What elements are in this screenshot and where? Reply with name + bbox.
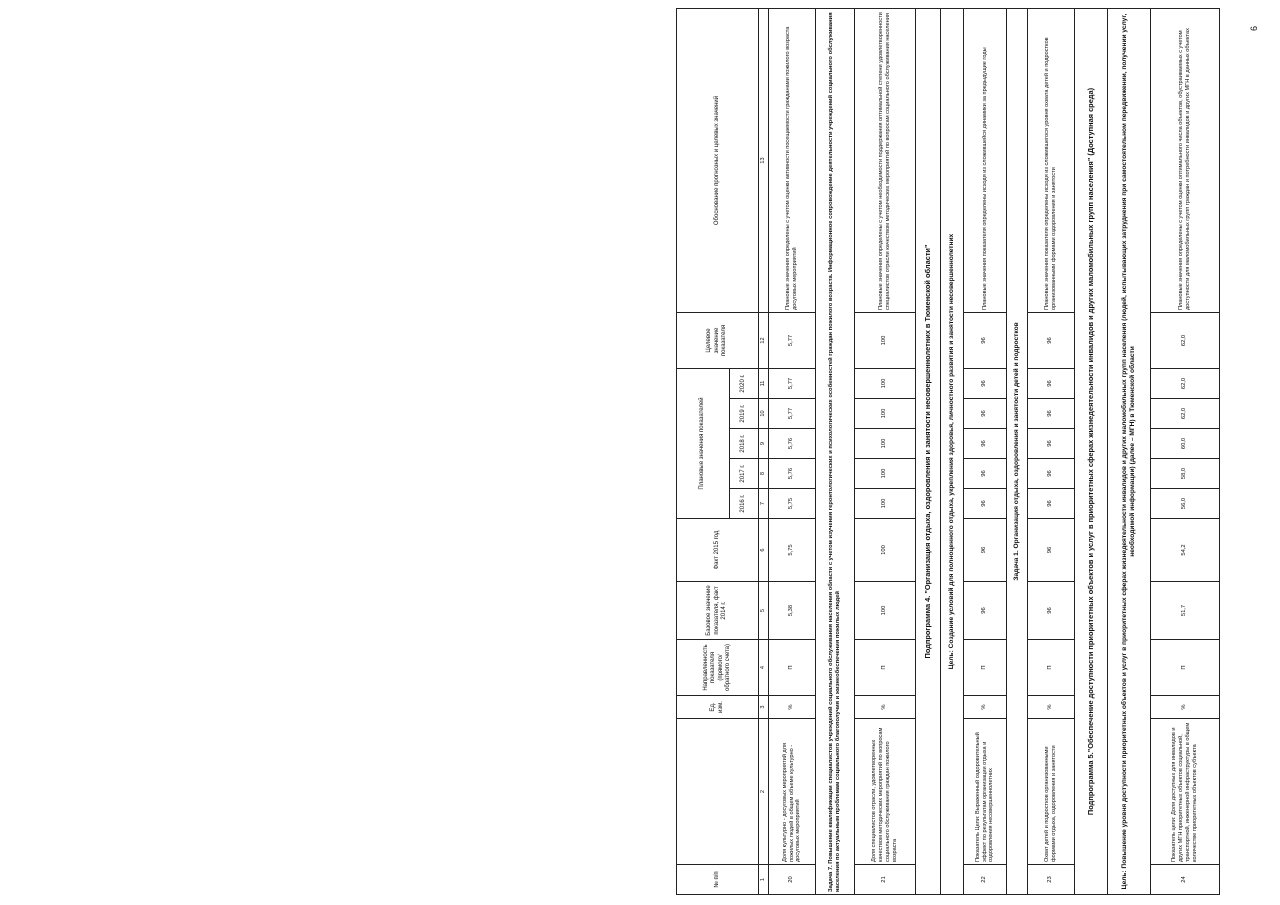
justification-note: Плановые значения показателя определены исходя из сложившейся динамики за предыдущие годы	[964, 8, 1007, 312]
indicator-name: Охват детей и подростков организованными формами отдыха, оздоровления и занятости	[1028, 719, 1075, 865]
fact-value: 96	[964, 519, 1007, 582]
base-value: 51,7	[1151, 582, 1220, 640]
base-value: 100	[855, 582, 916, 640]
base-value: 5,38	[769, 582, 816, 640]
column-number-row	[759, 8, 769, 894]
column-number: 6	[759, 519, 769, 582]
column-number: 9	[759, 429, 769, 459]
table-row	[1151, 8, 1220, 894]
indicator-name: Показатель Цели: Выраженный оздоровительный эффект по результатам организации отдыха и оздоровления несовершеннолетних	[964, 719, 1007, 865]
direction-cell: П	[769, 640, 816, 696]
header-base: Базовое значение показателя, факт 2014 г.	[677, 582, 759, 640]
plan-value: 60,0	[1151, 429, 1220, 459]
column-number: 2	[759, 719, 769, 865]
header-year: 2019 г.	[730, 399, 759, 429]
plan-value: 5,76	[769, 459, 816, 489]
target-value: 96	[1028, 312, 1075, 368]
section-row	[1075, 8, 1108, 894]
fact-value: 5,75	[769, 519, 816, 582]
section-row	[1007, 8, 1028, 894]
direction-cell: П	[855, 640, 916, 696]
justification-note: Плановые значения определены с учетом оценки активности посещаемости гражданами пожилого возраста досуговых мероприятий	[769, 8, 816, 312]
direction-cell: П	[964, 640, 1007, 696]
plan-value: 96	[964, 429, 1007, 459]
table-row	[855, 8, 916, 894]
section-row	[941, 8, 964, 894]
plan-value: 100	[855, 368, 916, 398]
justification-note: Плановые значения определены с учетом оценки оптимального числа объектов, обустраиваемых с учетом доступности для маломобильных групп граждан и потребности инвалидов и других МГН в данных объектах	[1151, 8, 1220, 312]
header-direction: Направленность показателя (прямого/обратного счета)	[677, 640, 759, 696]
header-target: Целевое значение показателя	[677, 312, 759, 368]
plan-value: 96	[964, 368, 1007, 398]
target-value: 5,77	[769, 312, 816, 368]
header-year: 2016 г.	[730, 489, 759, 519]
plan-value: 96	[1028, 399, 1075, 429]
page-number: 6	[1249, 25, 1259, 31]
table-row	[964, 8, 1007, 894]
base-value: 96	[1028, 582, 1075, 640]
subprogram-5-title: Подпрограмма 5."Обеспечение доступности приоритетных объектов и услуг в приоритетных сферах жизнедеятельности инвалидов и других маломобильных групп населения" (Доступная среда)	[1075, 8, 1108, 894]
unit-cell: %	[1028, 696, 1075, 719]
unit-cell: %	[1151, 696, 1220, 719]
row-number: 21	[855, 865, 916, 895]
column-number: 10	[759, 399, 769, 429]
goal-5: Цель: Повышение уровня доступности приоритетных объектов и услуг в приоритетных сферах жизнедеятельности инвалидов и других маломобильных групп населения (людей, испытывающих затруднения при самостоятельном передвижении, получении услуг, необходимой информации) (далее – МГН) в Тюменской области	[1108, 8, 1151, 894]
direction-cell: П	[1151, 640, 1220, 696]
column-number: 3	[759, 696, 769, 719]
plan-value: 96	[1028, 368, 1075, 398]
fact-value: 96	[1028, 519, 1075, 582]
row-number: 24	[1151, 865, 1220, 895]
target-value: 96	[964, 312, 1007, 368]
plan-value: 96	[1028, 459, 1075, 489]
fact-value: 54,2	[1151, 519, 1220, 582]
plan-value: 5,77	[769, 399, 816, 429]
header-year: 2018 г.	[730, 429, 759, 459]
section-row	[916, 8, 941, 894]
plan-value: 100	[855, 459, 916, 489]
header-unit: Ед. изм.	[677, 696, 759, 719]
plan-value: 5,77	[769, 368, 816, 398]
plan-value: 96	[1028, 429, 1075, 459]
plan-value: 5,76	[769, 429, 816, 459]
plan-value: 100	[855, 489, 916, 519]
header-num: № п/п	[677, 865, 759, 895]
header-justification: Обоснование прогнозных и целевых значений	[677, 8, 759, 312]
header-year: 2020 г.	[730, 368, 759, 398]
plan-value: 96	[964, 399, 1007, 429]
unit-cell: %	[964, 696, 1007, 719]
unit-cell: %	[769, 696, 816, 719]
fact-value: 100	[855, 519, 916, 582]
plan-value: 62,0	[1151, 399, 1220, 429]
plan-value: 100	[855, 399, 916, 429]
plan-value: 96	[964, 459, 1007, 489]
plan-value: 96	[964, 489, 1007, 519]
task-row	[816, 8, 855, 894]
table-row	[769, 8, 816, 894]
section-row	[1108, 8, 1151, 894]
task-1: Задача 1. Организация отдыха, оздоровления и занятости детей и подростков	[1007, 8, 1028, 894]
plan-value: 62,0	[1151, 368, 1220, 398]
indicator-name: Показатель цели: Доля доступных для инвалидов и других МГН приоритетных объектов социальной, транспортной, инженерной инфраструктуры в общем количестве приоритетных объектов субъекта	[1151, 719, 1220, 865]
justification-note: Плановые значения определены с учетом необходимости поддержания оптимальной степени удовлетворенности специалистов отрасли качеством методических мероприятий по вопросам социального обслуживания населения	[855, 8, 916, 312]
direction-cell: П	[1028, 640, 1075, 696]
column-number: 7	[759, 489, 769, 519]
indicator-name: Доля культурно - досуговых мероприятий для пожилых людей в общем объеме культурно - досуговых мероприятий	[769, 719, 816, 865]
header-name	[677, 719, 759, 865]
column-number: 12	[759, 312, 769, 368]
column-number: 8	[759, 459, 769, 489]
target-value: 62,0	[1151, 312, 1220, 368]
indicators-table	[676, 8, 1220, 895]
column-number: 1	[759, 865, 769, 895]
subprogram-4-title: Подпрограмма 4. "Организация отдыха, оздоровления и занятости несовершеннолетних в Тюменской области"	[916, 8, 941, 894]
column-number: 13	[759, 8, 769, 312]
plan-value: 58,0	[1151, 459, 1220, 489]
task-7: Задача 7. Повышение квалификации специалистов учреждений социального обслуживания населения области с учетом изучения геронтологических и психологических особенностей граждан пожилого возраста. Информационное сопровождение деятельности учреждений социального обслуживания населения по актуальным проблемам социального благополучия и жизнеобеспечения пожилых людей	[816, 8, 855, 894]
row-number: 20	[769, 865, 816, 895]
header-year: 2017 г.	[730, 459, 759, 489]
column-number: 5	[759, 582, 769, 640]
justification-note: Плановые значения показателя определены исходя из сложившегося уровня охвата детей и подростков организованными формами оздоровления и занятости	[1028, 8, 1075, 312]
column-number: 11	[759, 368, 769, 398]
row-number: 22	[964, 865, 1007, 895]
header-row	[677, 8, 730, 894]
plan-value: 96	[1028, 489, 1075, 519]
goal-4: Цель: Создание условий для полноценного отдыха, укрепления здоровья, личностного развития и занятости несовершеннолетних	[941, 8, 964, 894]
table-row	[1028, 8, 1075, 894]
indicator-name: Доля специалистов отрасли, удовлетворенных качеством методических мероприятий по вопросам социального обслуживания граждан пожилого возраста	[855, 719, 916, 865]
plan-value: 100	[855, 429, 916, 459]
header-planned: Плановые значения показателей	[677, 368, 730, 518]
header-fact: Факт 2015 год	[677, 519, 759, 582]
column-number: 4	[759, 640, 769, 696]
plan-value: 56,0	[1151, 489, 1220, 519]
base-value: 96	[964, 582, 1007, 640]
unit-cell: %	[855, 696, 916, 719]
plan-value: 5,75	[769, 489, 816, 519]
target-value: 100	[855, 312, 916, 368]
row-number: 23	[1028, 865, 1075, 895]
rotated-landscape-page	[640, 0, 1280, 905]
